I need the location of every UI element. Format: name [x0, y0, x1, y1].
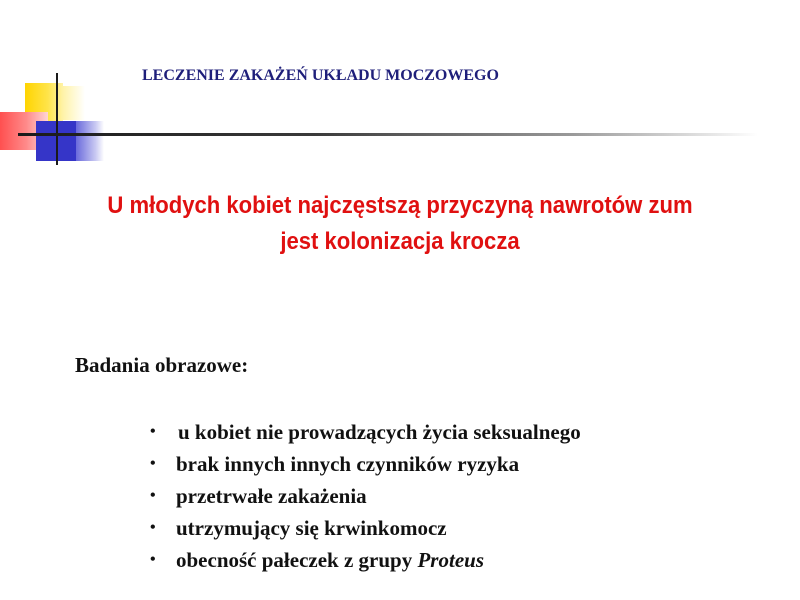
list-item-text: utrzymujący się krwinkomocz — [176, 516, 447, 540]
list-item — [150, 512, 581, 544]
logo-vertical-line — [56, 73, 58, 165]
headline-line-2: jest kolonizacja krocza — [280, 228, 520, 255]
list-item — [150, 480, 581, 512]
bullet-icon: • — [150, 455, 156, 472]
list-item-text: u kobiet nie prowadzących życia seksualnego — [178, 420, 581, 444]
header-divider-line — [18, 133, 758, 136]
slide-title: LECZENIE ZAKAŻEŃ UKŁADU MOCZOWEGO — [142, 67, 499, 84]
list-item-text: przetrwałe zakażenia — [176, 484, 367, 508]
bullet-icon: • — [150, 551, 156, 568]
list-item-text: brak innych innych czynników ryzyka — [176, 452, 520, 476]
bullet-icon: • — [150, 423, 156, 440]
logo-yellow-fade — [63, 86, 85, 120]
bullet-icon: • — [150, 487, 156, 504]
list-item — [150, 448, 581, 480]
headline-line-1: U młodych kobiet najczęstszą przyczyną nawrotów zum — [107, 192, 693, 219]
list-item-emphasis: Proteus — [417, 548, 484, 572]
headline — [50, 188, 749, 260]
logo-blue-fade — [76, 121, 104, 161]
bullet-list — [150, 416, 581, 576]
bullet-icon: • — [150, 519, 156, 536]
section-heading: Badania obrazowe: — [75, 353, 249, 377]
list-item-text: obecność pałeczek z grupy — [176, 548, 418, 572]
list-item — [150, 544, 581, 576]
list-item — [150, 416, 581, 448]
